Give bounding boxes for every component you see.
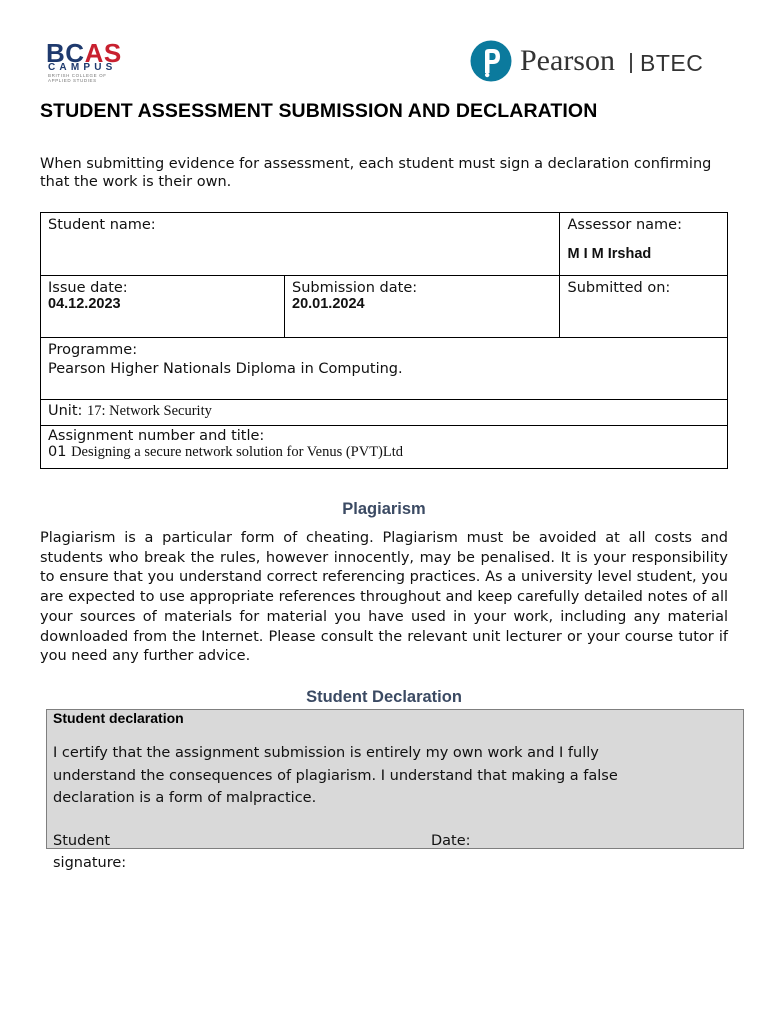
assignment-title: Designing a secure network solution for Venus (PVT)Ltd [71, 444, 404, 460]
plagiarism-heading: Plagiarism [342, 500, 426, 518]
declaration-box [46, 709, 744, 849]
student-declaration-heading: Student Declaration [306, 688, 462, 706]
student-signature-label [53, 830, 126, 874]
assessment-info-table [40, 212, 728, 469]
submitted-on-label: Submitted on: [567, 280, 671, 296]
plagiarism-paragraph: Plagiarism is a particular form of cheating. Plagiarism must be avoided at all costs and students who break the rules, however innocently, may be penalised. It is your responsibility to ensure that you understand correct referencing practices. As a university level student, you are expected to use appropriate references throughout and keep carefully detailed notes of all your sources of materials for material you have used in your work, including any material downloaded from the Internet. Please consult the relevant unit lecturer or your course tutor if you need any further advice. [40, 530, 728, 665]
declaration-box-heading: Student declaration [53, 710, 184, 726]
declaration-date-label: Date: [431, 833, 471, 849]
assessor-name-value: M I M Irshad [567, 246, 652, 262]
unit-cell [41, 400, 728, 426]
bcas-wordmark-text: BCAS [46, 38, 122, 68]
programme-cell [41, 338, 728, 400]
page-title: STUDENT ASSESSMENT SUBMISSION AND DECLARATION [40, 100, 598, 122]
student-name-label: Student name: [48, 217, 156, 233]
bcas-tagline: BRITISH COLLEGE OF APPLIED STUDIES [48, 73, 107, 83]
assessor-name-label: Assessor name: [567, 217, 682, 233]
submission-date-label: Submission date: [292, 280, 418, 296]
programme-value: Pearson Higher Nationals Diploma in Computing. [48, 361, 403, 377]
issue-date-cell [41, 276, 285, 338]
submitted-on-cell[interactable] [560, 276, 728, 338]
unit-label: Unit: [48, 403, 83, 419]
unit-value: 17: Network Security [87, 403, 212, 419]
assignment-label: Assignment number and title: [48, 428, 265, 444]
student-name-cell[interactable] [41, 213, 560, 276]
declaration-text: I certify that the assignment submission is entirely my own work and I fully understand the consequences of plagiarism. I understand that making a false declaration is a form of malpractice. [53, 745, 618, 806]
signature-label-line-2: signature: [53, 855, 127, 871]
issue-date-value: 04.12.2023 [48, 296, 121, 312]
logo-divider [630, 53, 632, 73]
assignment-number: 01 [48, 444, 67, 460]
submission-date-value: 20.01.2024 [292, 296, 365, 312]
pearson-btec-logo [470, 40, 710, 84]
programme-label: Programme: [48, 342, 138, 358]
intro-paragraph: When submitting evidence for assessment, each student must sign a declaration confirming that the work is their own. [40, 156, 712, 190]
assessor-name-cell [560, 213, 728, 276]
pearson-p-icon [470, 40, 512, 82]
pearson-wordmark: Pearson [520, 44, 615, 77]
bcas-logo [44, 40, 128, 82]
btec-wordmark: BTEC [640, 50, 704, 76]
submission-date-cell [285, 276, 560, 338]
assignment-cell [41, 426, 728, 469]
issue-date-label: Issue date: [48, 280, 128, 296]
signature-label-line-1: Student [53, 833, 111, 849]
bcas-campus-text: CAMPUS [48, 62, 117, 73]
